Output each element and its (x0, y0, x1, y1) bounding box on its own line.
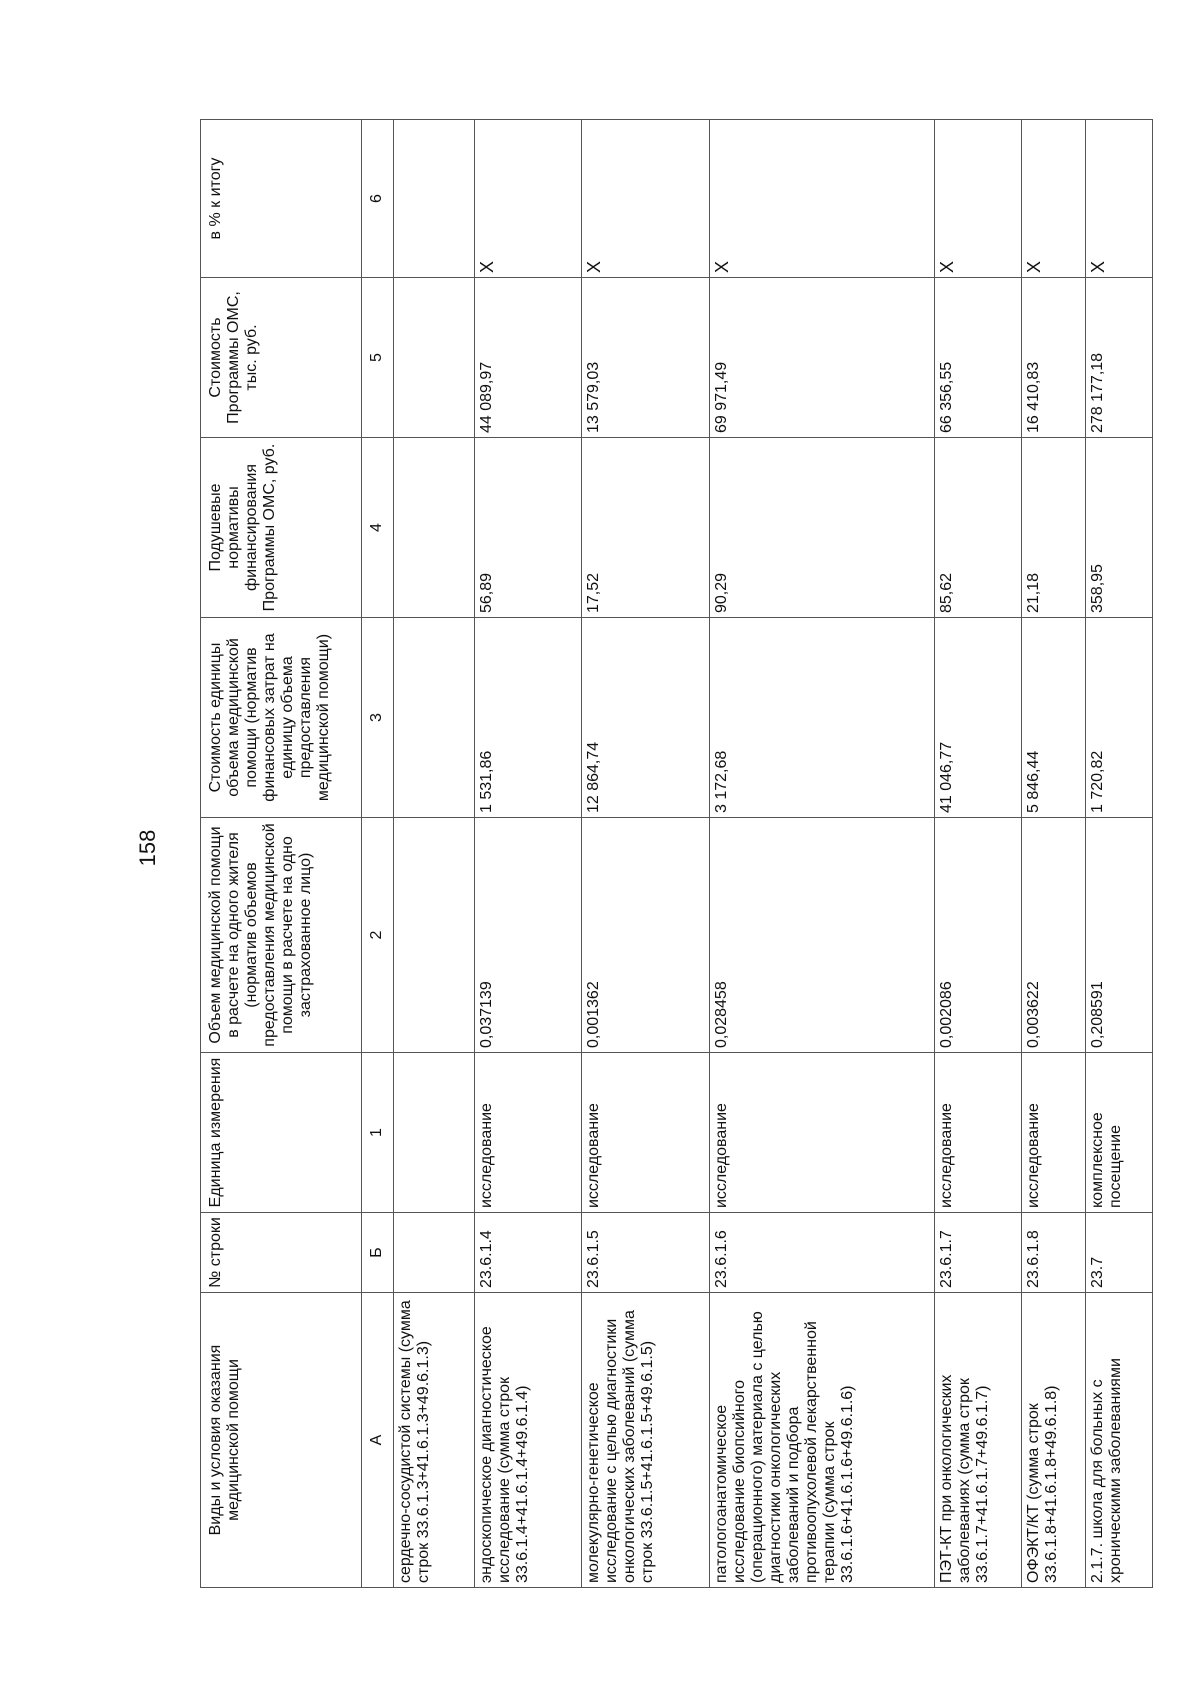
row-volume: 0,003622 (1021, 818, 1086, 1053)
table-header-row (201, 120, 362, 1588)
header-col-2: Объем медицинской помощи в расчете на одного жителя (норматив объемов предоставления медицинской помощи в расчете на одно застрахованное лицо) (201, 818, 362, 1053)
table-row (581, 120, 709, 1588)
row-volume: 0,028458 (709, 818, 934, 1053)
row-unit-cost: 12 864,74 (581, 618, 709, 818)
row-per-capita: 21,18 (1021, 438, 1086, 618)
row-percent: Х (1021, 120, 1086, 278)
row-volume: 0,002086 (934, 818, 1021, 1053)
row-cost: 16 410,83 (1021, 278, 1086, 438)
row-name: 2.1.7. школа для больных с хроническими заболеваниями (1086, 1293, 1153, 1588)
column-number-row (361, 120, 393, 1588)
column-number: 2 (361, 818, 393, 1053)
row-cost (393, 278, 474, 438)
header-col-3: Стоимость единицы объема медицинской помощи (норматив финансовых затрат на единицу объема предоставления медицинской помощи) (201, 618, 362, 818)
row-line: 23.6.1.7 (934, 1213, 1021, 1293)
row-percent: Х (474, 120, 581, 278)
row-volume: 0,037139 (474, 818, 581, 1053)
row-per-capita (393, 438, 474, 618)
financing-table (200, 119, 1153, 1588)
table-row (1021, 120, 1086, 1588)
row-unit-cost: 3 172,68 (709, 618, 934, 818)
row-name: патологоанатомическое исследование биопсийного (операционного) материала с целью диагностики онкологических заболеваний и подбора противоопухолевой лекарственной терапии (сумма строк 33.6.1.6+41.6.1.6+49.6.1.6) (709, 1293, 934, 1588)
header-col-6: в % к итогу (201, 120, 362, 278)
row-unit-cost: 41 046,77 (934, 618, 1021, 818)
row-line: 23.7 (1086, 1213, 1153, 1293)
header-col-1: Единица измерения (201, 1053, 362, 1213)
column-number: Б (361, 1213, 393, 1293)
row-line: 23.6.1.4 (474, 1213, 581, 1293)
row-name: молекулярно-генетическое исследование с целью диагностики онкологических заболеваний (сумма строк 33.6.1.5+41.6.1.5+49.6.1.5) (581, 1293, 709, 1588)
table-row (709, 120, 934, 1588)
header-col-5: Стоимость Программы ОМС, тыс. руб. (201, 278, 362, 438)
row-name: ОФЭКТ/КТ (сумма строк 33.6.1.8+41.6.1.8+49.6.1.8) (1021, 1293, 1086, 1588)
page-number: 158 (135, 829, 160, 867)
row-unit-cost: 1 531,86 (474, 618, 581, 818)
column-number: 1 (361, 1053, 393, 1213)
row-unit-cost: 5 846,44 (1021, 618, 1086, 818)
row-volume (393, 818, 474, 1053)
column-number: 6 (361, 120, 393, 278)
column-number: 5 (361, 278, 393, 438)
row-cost: 278 177,18 (1086, 278, 1153, 438)
row-percent: Х (1086, 120, 1153, 278)
row-unit-cost (393, 618, 474, 818)
row-name: эндоскопическое диагностическое исследование (сумма строк 33.6.1.4+41.6.1.4+49.6.1.4) (474, 1293, 581, 1588)
row-unit: комплексное посещение (1086, 1053, 1153, 1213)
row-per-capita: 56,89 (474, 438, 581, 618)
row-cost: 13 579,03 (581, 278, 709, 438)
row-percent: Х (934, 120, 1021, 278)
table-row (934, 120, 1021, 1588)
row-name: ПЭТ-КТ при онкологических заболеваниях (сумма строк 33.6.1.7+41.6.1.7+49.6.1.7) (934, 1293, 1021, 1588)
row-per-capita: 17,52 (581, 438, 709, 618)
row-percent: Х (709, 120, 934, 278)
row-unit: исследование (581, 1053, 709, 1213)
row-percent (393, 120, 474, 278)
row-line: 23.6.1.6 (709, 1213, 934, 1293)
table-row (474, 120, 581, 1588)
header-col-b: № строки (201, 1213, 362, 1293)
row-unit: исследование (709, 1053, 934, 1213)
row-per-capita: 90,29 (709, 438, 934, 618)
row-percent: Х (581, 120, 709, 278)
row-line (393, 1213, 474, 1293)
row-volume: 0,001362 (581, 818, 709, 1053)
row-volume: 0,208591 (1086, 818, 1153, 1053)
header-col-a: Виды и условия оказания медицинской помощи (201, 1293, 362, 1588)
row-cost: 69 971,49 (709, 278, 934, 438)
table-row (393, 120, 474, 1588)
row-name: сердечно-сосудистой системы (сумма строк 33.6.1.3+41.6.1.3+49.6.1.3) (393, 1293, 474, 1588)
row-unit: исследование (1021, 1053, 1086, 1213)
table-row (1086, 120, 1153, 1588)
column-number: А (361, 1293, 393, 1588)
row-line: 23.6.1.5 (581, 1213, 709, 1293)
column-number: 4 (361, 438, 393, 618)
row-per-capita: 85,62 (934, 438, 1021, 618)
row-unit (393, 1053, 474, 1213)
row-cost: 44 089,97 (474, 278, 581, 438)
row-cost: 66 356,55 (934, 278, 1021, 438)
header-col-4: Подушевые нормативы финансирования Программы ОМС, руб. (201, 438, 362, 618)
row-line: 23.6.1.8 (1021, 1213, 1086, 1293)
row-unit: исследование (474, 1053, 581, 1213)
column-number: 3 (361, 618, 393, 818)
rotated-table-container (200, 120, 1153, 1588)
row-unit-cost: 1 720,82 (1086, 618, 1153, 818)
row-per-capita: 358,95 (1086, 438, 1153, 618)
row-unit: исследование (934, 1053, 1021, 1213)
